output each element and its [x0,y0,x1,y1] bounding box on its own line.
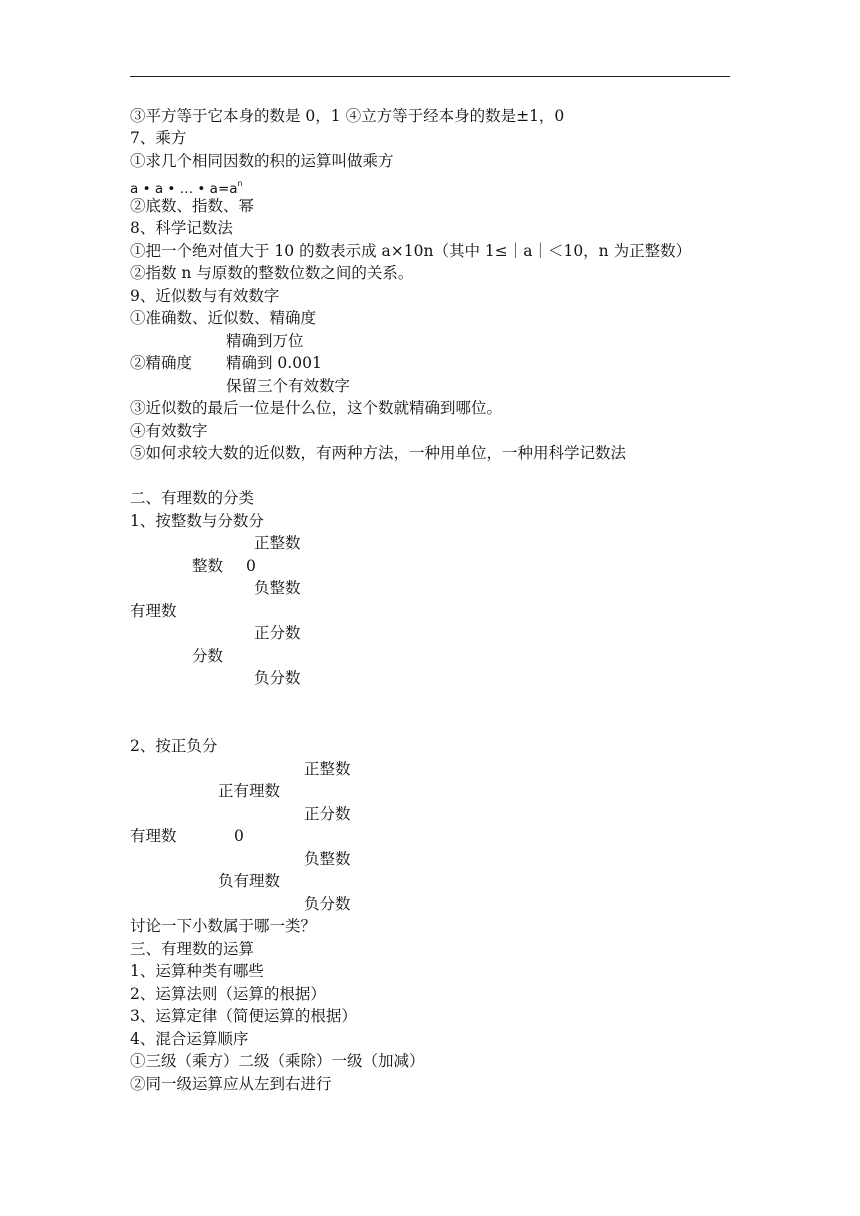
section-title: 二、有理数的分类 [130,489,255,507]
text-line: 3、运算定律（简便运算的根据） [130,1007,357,1025]
class-node: 正整数 [304,760,351,778]
class-node: 0 [246,557,256,575]
classification-title: 2、按正负分 [130,737,218,755]
precision-item: 保留三个有效数字 [226,377,351,395]
class-node: 负整数 [254,579,301,597]
class-node: 正分数 [304,805,351,823]
text-line: ①把一个绝对值大于 10 的数表示成 a×10n（其中 1≤｜a｜＜10，n 为正整数） [130,242,692,260]
class-root: 有理数 [130,827,177,845]
class-node: 0 [234,827,244,845]
text-line: 1、运算种类有哪些 [130,962,264,980]
text-line: ②底数、指数、幂 [130,197,255,215]
text-line: 讨论一下小数属于哪一类？ [130,917,317,935]
text-line: ①求几个相同因数的积的运算叫做乘方 [130,152,394,170]
header-rule [130,76,730,77]
text-line: ⑤如何求较大数的近似数，有两种方法，一种用单位，一种用科学记数法 [130,444,627,462]
precision-item: 精确到 0.001 [226,354,322,372]
precision-label: ②精确度 [130,354,193,372]
class-node: 负整数 [304,850,351,868]
text-line: 2、运算法则（运算的根据） [130,985,326,1003]
class-node: 整数 [192,557,224,575]
class-node: 负有理数 [218,872,281,890]
class-root: 有理数 [130,602,177,620]
class-node: 正整数 [254,534,301,552]
text-line: ②同一级运算应从左到右进行 [130,1075,332,1093]
section-title: 三、有理数的运算 [130,940,255,958]
text-line: ①准确数、近似数、精确度 [130,309,317,327]
class-node: 正分数 [254,624,301,642]
class-node: 负分数 [254,669,301,687]
text-line: ③平方等于它本身的数是 0，1 ④立方等于经本身的数是±1，0 [130,107,565,125]
formula-base: a • a • … • a=a [130,181,238,197]
text-line: ④有效数字 [130,422,208,440]
text-line: ③近似数的最后一位是什么位，这个数就精确到哪位。 [130,399,503,417]
text-line: ①三级（乘方）二级（乘除）一级（加减） [130,1052,425,1070]
heading-approximation: 9、近似数与有效数字 [130,287,280,305]
classification-title: 1、按整数与分数分 [130,512,264,530]
heading-power: 7、乘方 [130,129,187,147]
precision-item: 精确到万位 [226,332,304,350]
text-line: 4、混合运算顺序 [130,1030,249,1048]
formula-exponent: n [237,179,243,188]
text-line: ②指数 n 与原数的整数位数之间的关系。 [130,264,414,282]
heading-scientific-notation: 8、科学记数法 [130,219,233,237]
class-node: 正有理数 [218,782,281,800]
class-node: 分数 [192,647,224,665]
class-node: 负分数 [304,895,351,913]
